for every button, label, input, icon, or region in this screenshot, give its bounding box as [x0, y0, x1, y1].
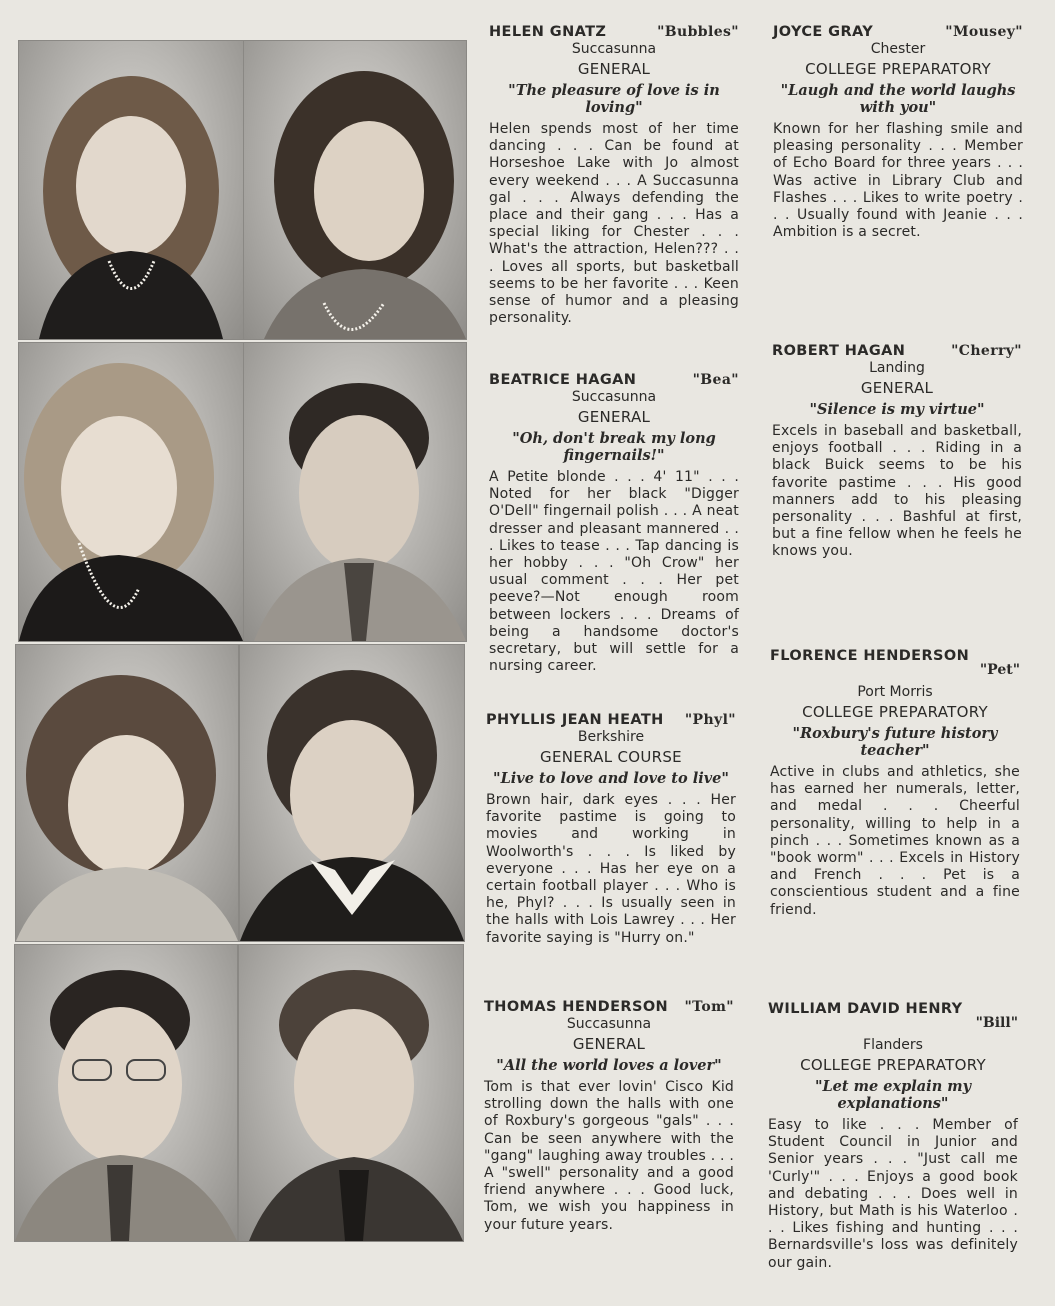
student-town: Succasunna [571, 41, 657, 57]
student-nickname: "Tom" [684, 999, 734, 1015]
student-description: Tom is that ever lovin' Cisco Kid strolling down the halls with one of Roxbury's gorgeous "gals" . . . Can be seen anywhere with the "gang" laughing away troubles . . . A "swell" personality and a good friend anywhere . . . Good luck, Tom, we wish you happiness in your future years. [484, 1079, 734, 1233]
entry-header [484, 999, 734, 1015]
student-description: Active in clubs and athletics, she has earned her numerals, letter, and medal . . . Cheerful personality, willing to help in a pinch . . . Sometimes known as a "book worm" . . . Excels in History and French . . . Pet is a conscientious student and a fine friend. [770, 764, 1020, 918]
student-description: Known for her flashing smile and pleasing personality . . . Member of Echo Board for three years . . . Was active in Library Club and Flashes . . . Likes to write poetry . . . Usually found with Jeanie . . . Ambition is a secret. [773, 121, 1023, 241]
student-name: HELEN GNATZ [489, 24, 607, 40]
portrait-william-david-henry [238, 944, 464, 1242]
student-description: Easy to like . . . Member of Student Council in Junior and Senior years . . . "Just call me 'Curly'" . . . Enjoys a good book and debating . . . Does well in History, but Math is his Waterloo . . . Likes fishing and hunting . . . Bernardsville's loss was definitely our gain. [768, 1117, 1018, 1271]
student-course: GENERAL COURSE [540, 748, 682, 766]
entry-helen-gnatz [489, 24, 739, 327]
student-course: COLLEGE PREPARATORY [805, 60, 991, 78]
entry-joyce-gray [773, 24, 1023, 241]
portrait-phyllis-jean-heath [15, 644, 239, 942]
student-course: GENERAL [572, 1035, 646, 1053]
student-name: PHYLLIS JEAN HEATH [486, 712, 664, 728]
portrait-joyce-gray [243, 40, 467, 340]
student-town: Chester [870, 41, 926, 57]
entry-william-david-henry [768, 1001, 1018, 1272]
student-name: WILLIAM DAVID HENRY [768, 1001, 963, 1017]
student-nickname: "Bea" [692, 372, 739, 388]
student-nickname: "Pet" [979, 662, 1020, 678]
portrait-thomas-henderson [14, 944, 238, 1242]
student-nickname: "Mousey" [945, 24, 1023, 40]
student-course: COLLEGE PREPARATORY [802, 703, 988, 721]
student-name: THOMAS HENDERSON [484, 999, 669, 1015]
student-name: BEATRICE HAGAN [489, 372, 637, 388]
student-name: ROBERT HAGAN [772, 343, 906, 359]
entry-header [772, 343, 1022, 359]
student-motto: "All the world loves a lover" [496, 1057, 722, 1074]
student-nickname: "Cherry" [951, 343, 1022, 359]
student-motto: "Roxbury's future history teacher" [792, 725, 998, 759]
student-course: GENERAL [577, 408, 651, 426]
entry-thomas-henderson [484, 999, 734, 1234]
entry-header [489, 24, 739, 40]
student-motto: "Live to love and love to live" [493, 770, 729, 787]
entry-header [773, 24, 1023, 40]
student-name: JOYCE GRAY [773, 24, 874, 40]
student-course: GENERAL [577, 60, 651, 78]
student-motto: "Laugh and the world laughs with you" [780, 82, 1016, 116]
student-motto: "Oh, don't break my long fingernails!" [512, 430, 716, 464]
student-description: Helen spends most of her time dancing . . . Can be found at Horseshoe Lake with Jo almost every weekend . . . A Succasunna gal . . . Always defending the place and their gang . . . Has a special liking for Chester . . . What's the attraction, Helen??? . . . Loves all sports, but basketball seems to be her favorite . . . Keen sense of humor and a pleasing personality. [489, 121, 739, 327]
student-town: Landing [869, 360, 925, 376]
student-name: FLORENCE HENDERSON [770, 648, 970, 664]
student-description: Excels in baseball and basketball, enjoys football . . . Riding in a black Buick seems to be his favorite pastime . . . His good manners add to his pleasing personality . . . Bashful at first, but a fine fellow when he feels he knows you. [772, 423, 1022, 560]
student-town: Port Morris [857, 684, 933, 700]
student-motto: "Silence is my virtue" [809, 401, 985, 418]
student-nickname: "Bill" [975, 1015, 1018, 1031]
portrait-florence-henderson [239, 644, 465, 942]
entry-phyllis-jean-heath [486, 712, 736, 947]
entry-robert-hagan [772, 343, 1022, 561]
entry-beatrice-hagan [489, 372, 739, 675]
student-nickname: "Bubbles" [657, 24, 739, 40]
entry-header [486, 712, 736, 728]
student-motto: "Let me explain my explanations" [814, 1078, 972, 1112]
portrait-beatrice-hagan [18, 342, 244, 642]
student-description: Brown hair, dark eyes . . . Her favorite pastime is going to movies and working in Woolworth's . . . Is liked by everyone . . . Has her eye on a certain football player . . . Who is he, Phyl? . . . Is usually seen in the halls with Lois Lawrey . . . Her favorite saying is "Hurry on." [486, 792, 736, 946]
student-nickname: "Phyl" [684, 712, 736, 728]
portrait-helen-gnatz [18, 40, 244, 340]
student-description: A Petite blonde . . . 4' 11" . . . Noted for her black "Digger O'Dell" fingernail polish . . . A neat dresser and pleasant mannered . . . Likes to tease . . . Tap dancing is her hobby . . . "Oh Crow" her usual comment . . . Her pet peeve?—Not enough room between lockers . . . Dreams of being a handsome doctor's secretary, but will settle for a nursing career. [489, 469, 739, 675]
student-course: GENERAL [860, 379, 934, 397]
student-motto: "The pleasure of love is in loving" [508, 82, 720, 116]
student-town: Flanders [863, 1037, 923, 1053]
student-town: Succasunna [571, 389, 657, 405]
entry-header [489, 372, 739, 388]
student-town: Berkshire [577, 729, 645, 745]
student-town: Succasunna [566, 1016, 652, 1032]
portrait-robert-hagan [243, 342, 467, 642]
entry-florence-henderson [770, 648, 1020, 919]
student-course: COLLEGE PREPARATORY [800, 1056, 986, 1074]
